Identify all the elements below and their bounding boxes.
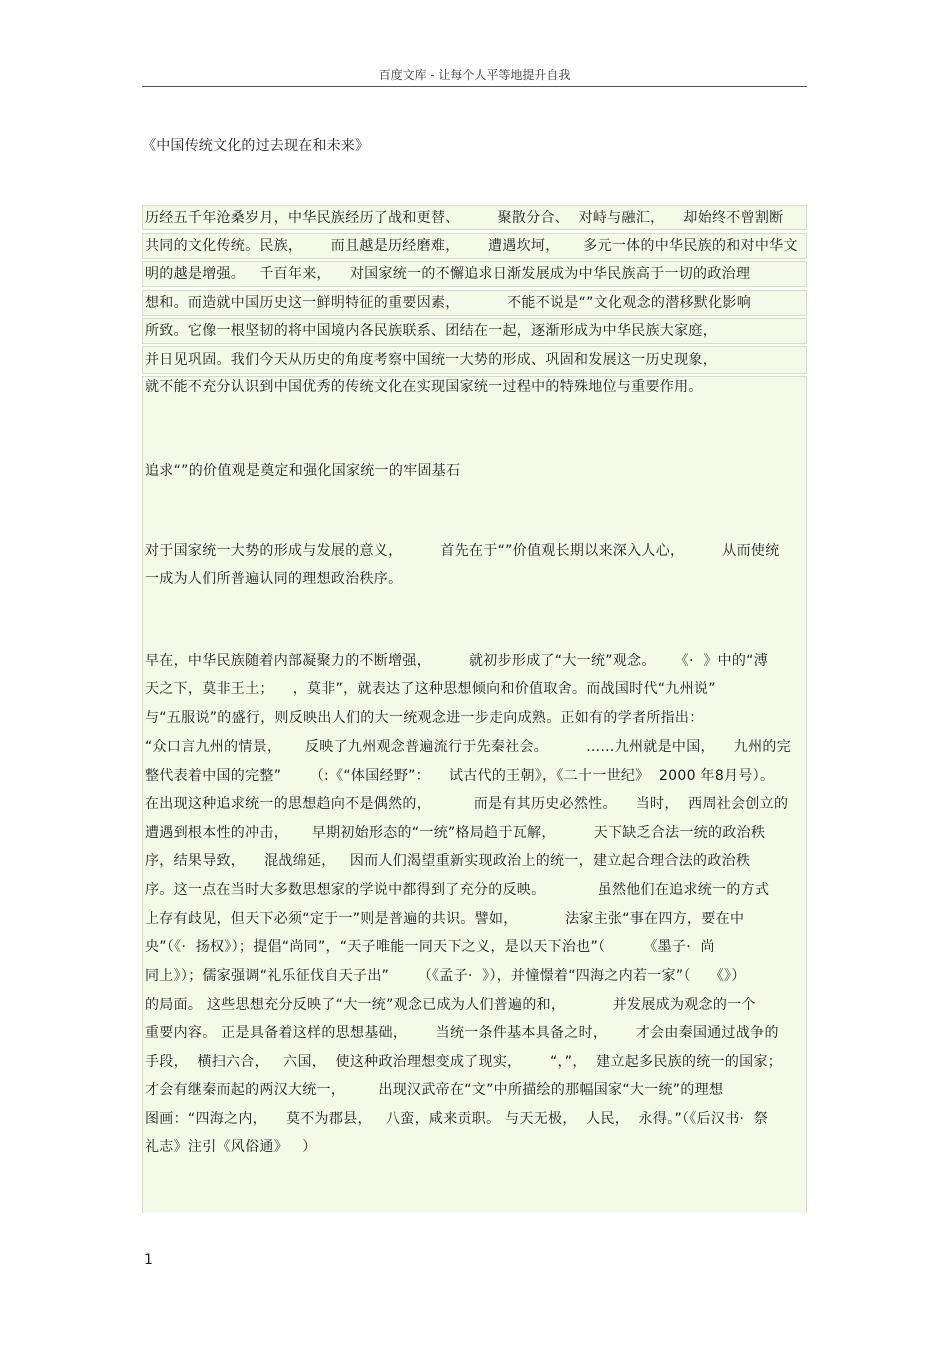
highlight-block: [142, 376, 807, 1213]
paragraph-line: 央”（《· 扬权》）；提倡“尚同”，“天子唯能一同天下之义，是以天下治也”（ 《墨子· 尚: [145, 939, 715, 955]
document-body: [142, 205, 807, 1213]
paragraph-line: 序。这一点在当时大多数思想家的学说中都得到了充分的反映。 虽然他们在追求统一的方式: [145, 882, 770, 898]
intro-line-strip: [142, 290, 807, 316]
section-heading: 追求“”的价值观是奠定和强化国家统一的牢固基石: [145, 463, 461, 479]
paragraph-line: 与“五服说”的盛行，则反映出人们的大一统观念进一步走向成熟。正如有的学者所指出：: [145, 710, 704, 726]
paragraph-line: 图画：“四海之内， 莫不为郡县， 八蛮，咸来贡职。 与天无极， 人民， 永得。”（《后汉书· 祭: [145, 1111, 769, 1127]
intro-line: 历经五千年沧桑岁月，中华民族经历了战和更替、 聚散分合、 对峙与融汇， 却始终不曾割断: [145, 210, 784, 226]
paragraph-line: 天之下，莫非王土； ，莫非”，就表达了这种思想倾向和价值取舍。而战国时代“九州说”: [145, 681, 716, 697]
paragraph-line: 序，结果导致， 混战绵延， 因而人们渴望重新实现政治上的统一，建立起合理合法的政治秩: [145, 853, 751, 869]
paragraph-line: 一成为人们所普遍认同的理想政治秩序。: [145, 571, 403, 587]
intro-line: 并日见巩固。我们今天从历史的角度考察中国统一大势的形成、巩固和发展这一历史现象，: [145, 352, 717, 368]
paragraph-line: 对于国家统一大势的形成与发展的意义， 首先在于“”价值观长期以来深入人心， 从而使统: [145, 543, 780, 559]
header-divider: [142, 86, 807, 87]
paragraph-line: 整代表着中国的完整” （:《“体国经野”： 试古代的王朝》，《二十一世纪》 2000 年8月号）。: [145, 768, 775, 784]
paragraph-line: 的局面。 这些思想充分反映了“大一统”观念已成为人们普遍的和， 并发展成为观念的一个: [145, 997, 756, 1013]
intro-line: 就不能不充分认识到中国优秀的传统文化在实现国家统一过程中的特殊地位与重要作用。: [145, 379, 703, 395]
paragraph-line: 上存有歧见，但天下必须“定于一”则是普遍的共识。譬如， 法家主张“事在四方，要在中: [145, 911, 745, 927]
page-header: 百度文库 - 让每个人平等地提升自我: [378, 68, 571, 82]
intro-line: 想和。而造就中国历史这一鲜明特征的重要因素， 不能不说是“”文化观念的潜移默化影响: [145, 295, 752, 311]
paragraph-line: 遭遇到根本性的冲击， 早期初始形态的“一统”格局趋于瓦解， 天下缺乏合法一统的政治秩: [145, 825, 766, 841]
paragraph-line: 礼志》注引《风俗通》 ）: [145, 1139, 317, 1155]
intro-line-strip: [142, 261, 807, 287]
intro-line-strip: [142, 205, 807, 230]
intro-line-strip: [142, 318, 807, 344]
paragraph-line: 同上》）；儒家强调“礼乐征伐自天子出” （《孟子· 》），并憧憬着“四海之内若一家”（ 《》）: [145, 968, 746, 984]
paragraph-line: 在出现这种追求统一的思想趋向不是偶然的， 而是有其历史必然性。 当时， 西周社会创立的: [145, 796, 789, 812]
paragraph-line: “众口言九州的情景， 反映了九州观念普遍流行于先秦社会。 ……九州就是中国， 九州的完: [145, 739, 792, 755]
intro-line: 所致。它像一根坚韧的将中国境内各民族联系、团结在一起，逐渐形成为中华民族大家庭，: [145, 323, 717, 339]
intro-line-strip: [142, 233, 807, 259]
document-title: 《中国传统文化的过去现在和未来》: [142, 138, 370, 154]
intro-line: 共同的文化传统。民族， 而且越是历经磨难， 遭遇坎坷， 多元一体的中华民族的和对中华文: [145, 238, 798, 254]
page-number: 1: [144, 1252, 153, 1268]
paragraph-line: 早在，中华民族随着内部凝聚力的不断增强， 就初步形成了“大一统”观念。 《· 》中的“溥: [145, 653, 769, 669]
intro-line: 明的越是增强。 千百年来， 对国家统一的不懈追求日渐发展成为中华民族高于一切的政治理: [145, 266, 751, 282]
paragraph-line: 手段， 横扫六合， 六国， 使这种政治理想变成了现实， “，”， 建立起多民族的统一的国家；: [145, 1054, 783, 1070]
paragraph-line: 才会有继秦而起的两汉大统一， 出现汉武帝在“文”中所描绘的那幅国家“大一统”的理想: [145, 1082, 724, 1098]
paragraph-line: 重要内容。 正是具备着这样的思想基础， 当统一条件基本具备之时， 才会由秦国通过战争的: [145, 1025, 779, 1041]
intro-line-strip: [142, 346, 807, 374]
